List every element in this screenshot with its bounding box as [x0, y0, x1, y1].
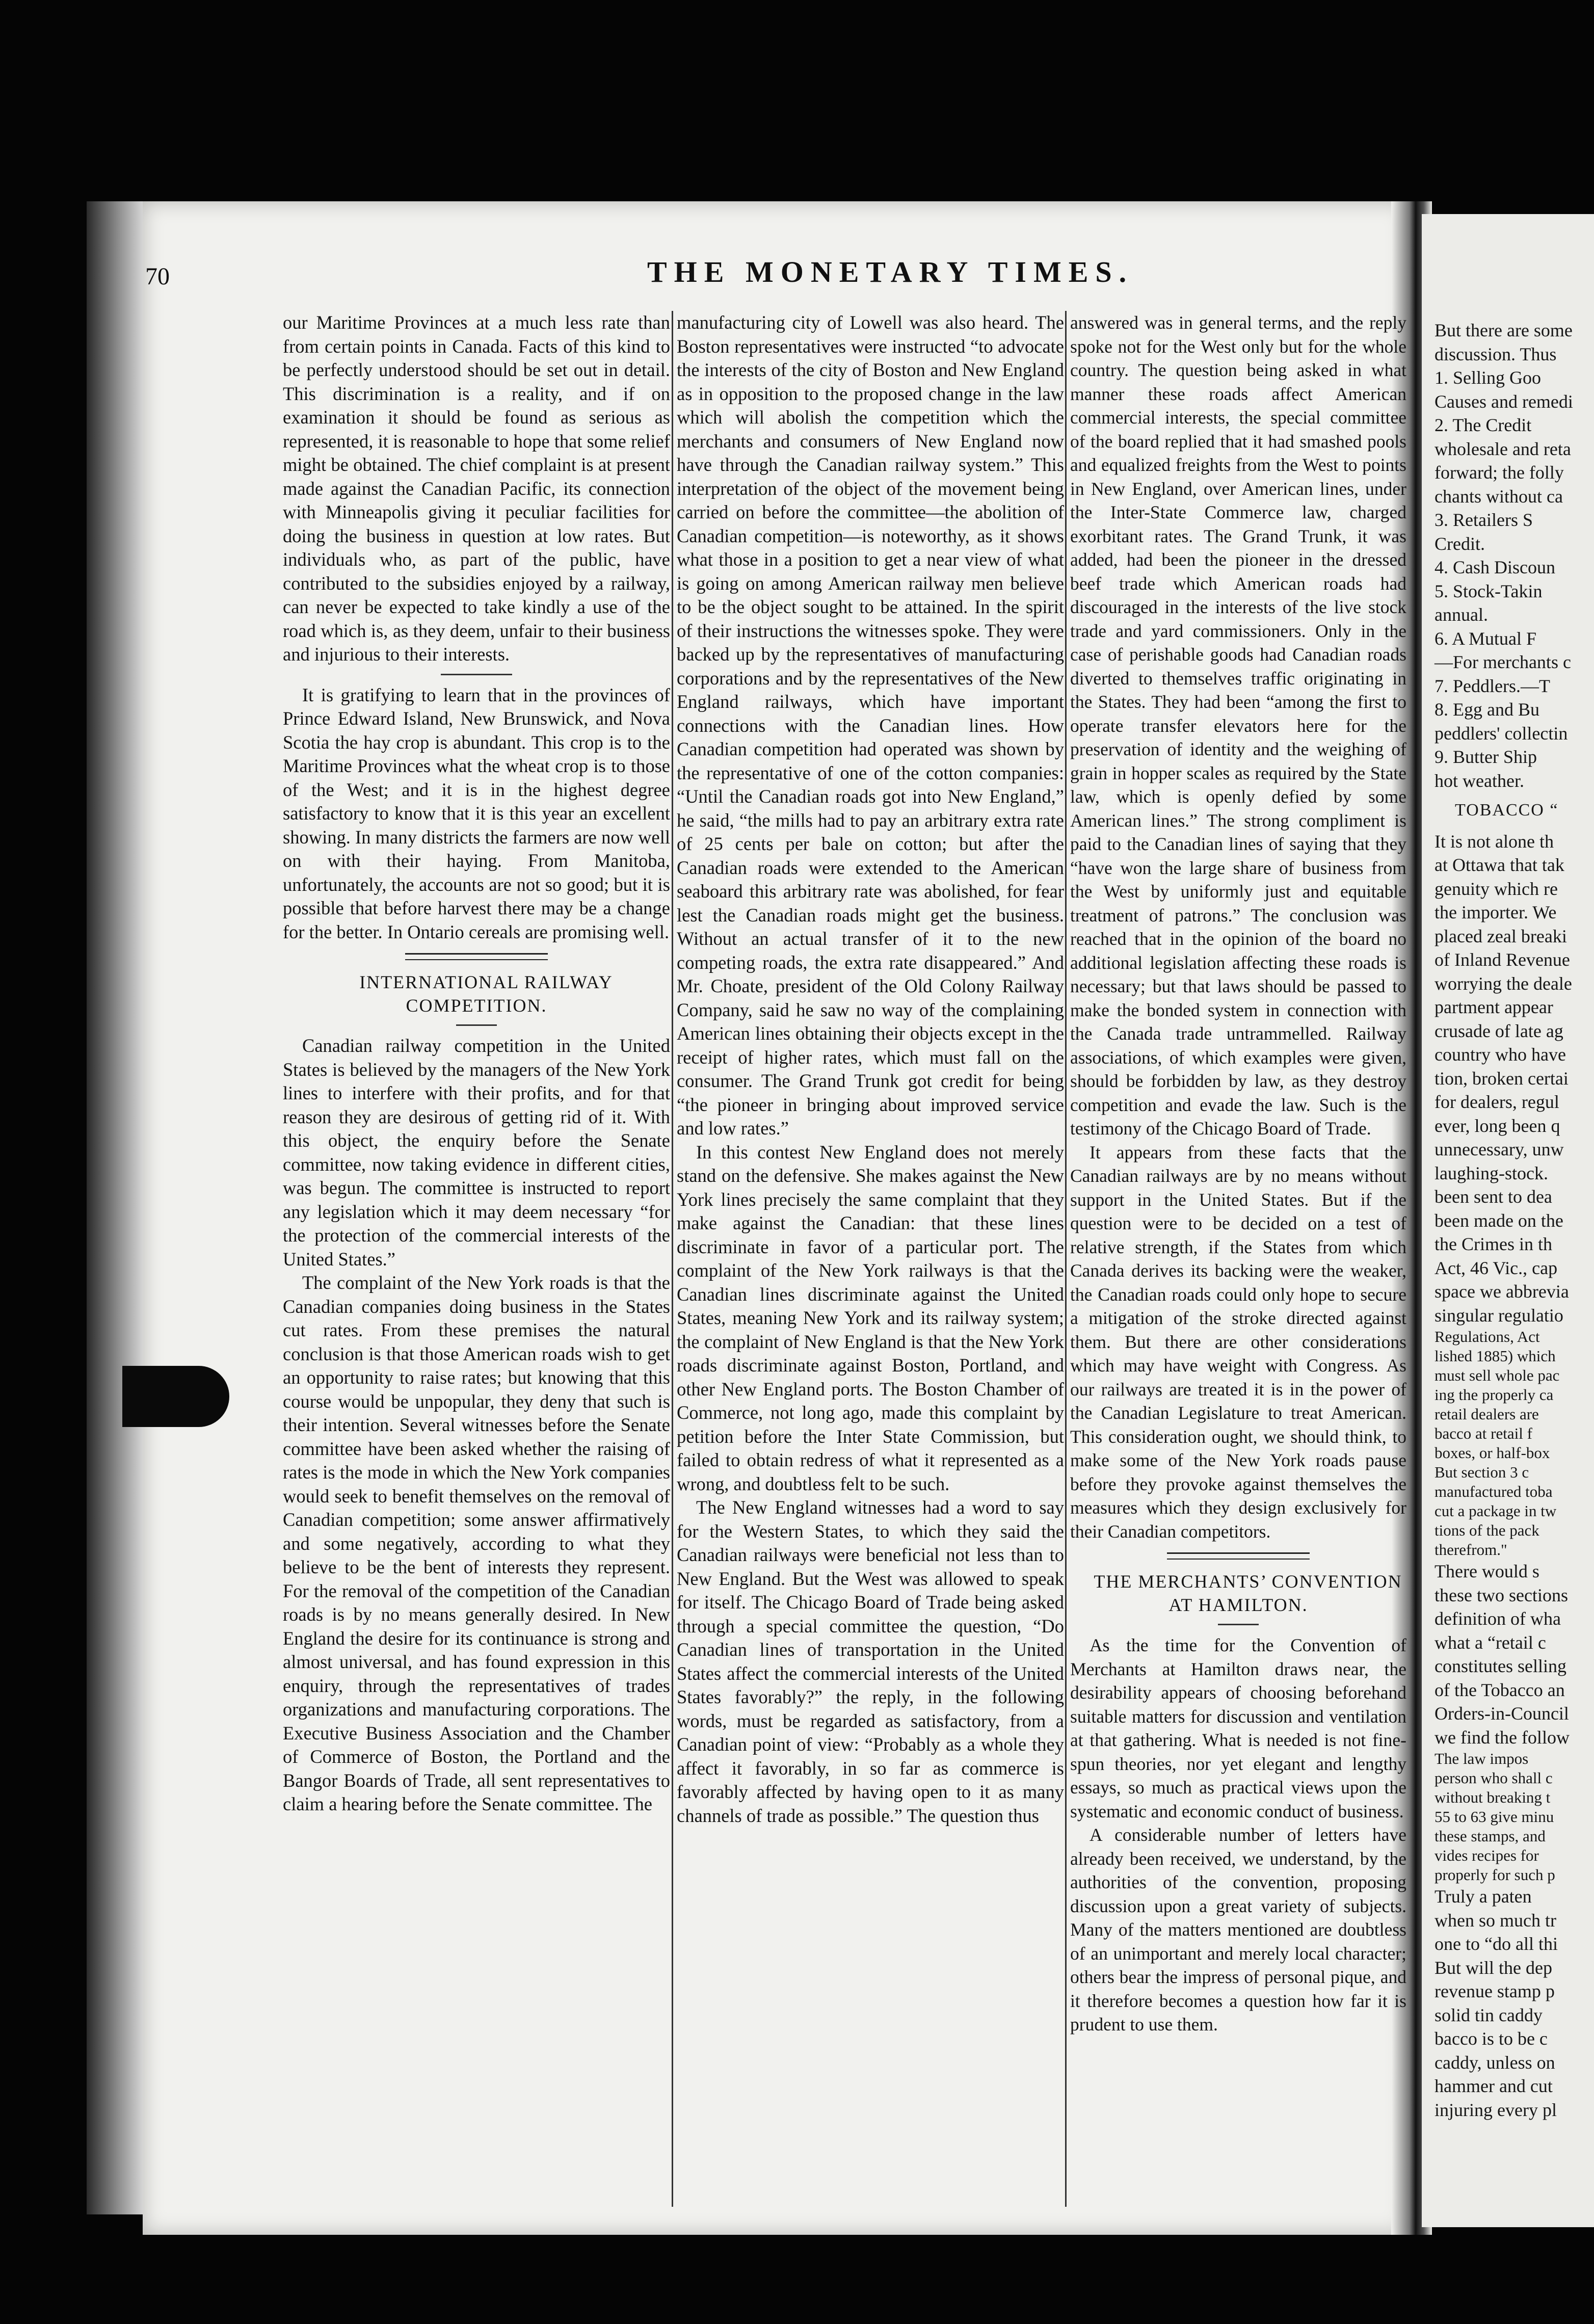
facing-page-line: 6. A Mutual F	[1434, 628, 1537, 649]
facing-page-line: crusade of late ag	[1434, 1020, 1563, 1041]
facing-page-line: at Ottawa that tak	[1434, 855, 1564, 875]
publication-title: THE MONETARY TIMES.	[647, 255, 1134, 288]
facing-page-line: singular regulatio	[1434, 1305, 1563, 1326]
page-number: 70	[145, 263, 170, 290]
facing-page-line: solid tin caddy	[1434, 2004, 1543, 2025]
column-1	[283, 311, 670, 1816]
facing-page-line: ing the properly ca	[1434, 1386, 1554, 1404]
facing-page-line: for dealers, regul	[1434, 1092, 1559, 1112]
facing-page-line: 55 to 63 give minu	[1434, 1808, 1554, 1826]
facing-page-line: person who shall c	[1434, 1769, 1553, 1787]
facing-page-line: 4. Cash Discoun	[1434, 557, 1555, 577]
facing-page-line: lished 1885) which	[1434, 1347, 1556, 1365]
column-2	[677, 311, 1064, 1828]
paragraph: A considerable number of letters have already been received, we understand, by the authorities of the convention, proposing discussion upon a great variety of subjects. Many of the matters mentioned are doubtless of an unimportant and merely local character; others bear the impress of personal pique, and it therefore becomes a question how far it is prudent to use them.	[1070, 1825, 1406, 2035]
facing-page-line: genuity which re	[1434, 878, 1558, 899]
facing-page-quote	[1434, 1749, 1594, 1885]
facing-page-line: Credit.	[1434, 533, 1485, 554]
facing-page-line: cut a package in tw	[1434, 1502, 1557, 1520]
facing-page-line: bacco is to be c	[1434, 2028, 1548, 2049]
facing-page-line: But there are some	[1434, 320, 1573, 340]
facing-page-line: Orders-in-Council	[1434, 1703, 1569, 1724]
facing-page-text	[1434, 1885, 1594, 2122]
facing-page-line: partment appear	[1434, 997, 1553, 1017]
facing-page-list	[1434, 319, 1594, 793]
facing-page-line: these stamps, and	[1434, 1827, 1546, 1845]
holding-finger	[122, 1366, 229, 1427]
facing-page-line: hot weather.	[1434, 770, 1524, 791]
facing-page-line: 2. The Credit	[1434, 415, 1532, 435]
facing-page-text	[1434, 830, 1594, 1328]
facing-page-line: properly for such p	[1434, 1866, 1555, 1884]
section-divider	[405, 953, 548, 960]
facing-page-line: been made on the	[1434, 1210, 1563, 1231]
column-rule	[672, 311, 673, 2207]
facing-page-line: when so much tr	[1434, 1910, 1556, 1931]
facing-page-line: 8. Egg and Bu	[1434, 699, 1539, 720]
paragraph: The complaint of the New York roads is that the Canadian companies doing business in the States cut rates. From these premises the natural conclusion is that those American roads wish to get an opportunity to raise rates; but knowing that this course would be unpopular, they deny that such is their intention. Several witnesses before the Senate committee have been asked whether the raising of rates is the mode in which the New York companies would seek to benefit themselves on the removal of Canadian competition; some answer affirmatively and some negatively, according to what they believe to be the bent of interests they represent. For the removal of the competition of the Canadian roads is by no means generally desired. In New England the desire for its continuance is strong and almost universal, and has found expression in this enquiry, through the representatives of trades organizations and manufacturing corporations. The Executive Business Association and the Chamber of Commerce of Boston, the Portland and the Bangor Boards of Trade, all sent representatives to claim a hearing before the Senate committee. The	[283, 1272, 670, 1814]
facing-page-line: laughing-stock.	[1434, 1163, 1548, 1183]
facing-page-line: unnecessary, unw	[1434, 1139, 1564, 1159]
facing-page-line: 1. Selling Goo	[1434, 367, 1542, 388]
facing-page-line: the importer. We	[1434, 902, 1557, 922]
facing-page-line: placed zeal breaki	[1434, 926, 1567, 946]
paragraph: answered was in general terms, and the reply spoke not for the West only but for the whole country. The question being asked in what manner these roads affect American commercial interests, the special committee of the board replied that it had smashed pools and equalized freights from the West to points in New England, over American lines, under the Inter-State Commerce law, charged exorbitant rates. The Grand Trunk, it was added, had been the pioneer in the dressed beef trade which American roads had discouraged in the interests of the live stock trade and yard commissioners. Only in the case of perishable goods had Canadian roads diverted to themselves traffic originating in the States. They had been “among the first to operate transfer elevators here for the preservation of identity and the weighing of grain in hopper scales as required by the State law, which is openly defied by some American lines.” The strong compliment is paid to the Canadian lines of saying that they “have won the large share of business from the West by uniformly just and equitable treatment of patrons.” The conclusion was reached that in the opinion of the board no additional legislation affecting these roads is necessary; but that laws should be passed to make the bonded system in connection with the Canada trade untrammelled. Railway associations, of which examples were given, should be forbidden by law, as they destroy competition and evade the law. Such is the testimony of the Chicago Board of Trade.	[1070, 312, 1406, 1139]
facing-page-line: space we abbrevia	[1434, 1281, 1569, 1302]
facing-page-line: vides recipes for	[1434, 1846, 1539, 1864]
facing-page-line: country who have	[1434, 1044, 1566, 1065]
paragraph: Canadian railway competition in the United States is believed by the managers of the New York lines to interfere with their profits, and for that reason they are desirous of getting rid of it. With this object, the enquiry before the Senate committee, now taking evidence in different cities, was begun. The committee is instructed to report any legislation which it may deem necessary “for the protection of the commercial interests of the United States.”	[283, 1035, 670, 1270]
facing-page-line: without breaking t	[1434, 1788, 1551, 1806]
facing-page-line: been sent to dea	[1434, 1186, 1552, 1207]
paragraph: As the time for the Convention of Merchants at Hamilton draws near, the desirability appears of choosing beforehand suitable matters for discussion and ventilation at that gathering. What is needed is not fine-spun theories, nor yet elegant and lengthy essays, so much as practical views upon the systematic and economic conduct of business.	[1070, 1635, 1406, 1821]
paragraph: It is gratifying to learn that in the provinces of Prince Edward Island, New Brunswick, and Nova Scotia the hay crop is abundant. This crop is to the Maritime Provinces what the wheat crop is to those of the West; and it is in the highest degree satisfactory to know that it is this year an excellent showing. In many districts the farmers are now well on with their haying. From Manitoba, unfortunately, the accounts are not so good; but it is possible that before harvest there may be a change for the better. In Ontario cereals are promising well.	[283, 684, 670, 942]
facing-page-line: what a “retail c	[1434, 1632, 1546, 1653]
facing-page-line: peddlers' collectin	[1434, 723, 1568, 744]
facing-page-line: bacco at retail f	[1434, 1424, 1532, 1442]
facing-page-line: caddy, unless on	[1434, 2052, 1555, 2073]
facing-page-column	[1434, 319, 1594, 2122]
facing-page-line: It is not alone th	[1434, 831, 1554, 852]
article-heading: THE MERCHANTS’ CONVENTION AT HAMILTON.	[1094, 1571, 1402, 1615]
facing-page-line: 3. Retailers S	[1434, 510, 1533, 530]
facing-page-line: constitutes selling	[1434, 1656, 1566, 1676]
column-rule	[1065, 311, 1067, 2207]
facing-page-line: tions of the pack	[1434, 1521, 1539, 1539]
facing-page-line: Act, 46 Vic., cap	[1434, 1257, 1558, 1278]
column-3	[1070, 311, 1406, 2037]
facing-page-line: wholesale and reta	[1434, 438, 1571, 459]
divider	[456, 1024, 497, 1026]
facing-page-line: But will the dep	[1434, 1957, 1552, 1978]
facing-page-line: discussion. Thus	[1434, 344, 1557, 364]
facing-page-line: of the Tobacco an	[1434, 1679, 1565, 1700]
facing-page-line: chants without ca	[1434, 486, 1563, 507]
article-heading: INTERNATIONAL RAILWAY COMPETITION.	[359, 972, 613, 1016]
facing-page-line: retail dealers are	[1434, 1405, 1539, 1423]
divider	[441, 674, 512, 675]
divider	[1218, 1624, 1259, 1625]
facing-page-text	[1434, 1560, 1594, 1749]
facing-page-line: worrying the deale	[1434, 973, 1572, 994]
facing-page-line: 7. Peddlers.—T	[1434, 675, 1550, 696]
facing-page-line: But section 3 c	[1434, 1463, 1529, 1481]
facing-page-line: manufactured toba	[1434, 1483, 1553, 1500]
section-divider	[1167, 1552, 1310, 1560]
facing-page-line: ever, long been q	[1434, 1115, 1560, 1136]
facing-page-line: revenue stamp p	[1434, 1981, 1555, 2001]
facing-page-line: forward; the folly	[1434, 462, 1564, 483]
facing-page-line: The law impos	[1434, 1750, 1529, 1767]
paragraph: The New England witnesses had a word to say for the Western States, to which they said the Canadian railways were beneficial not less than to New England. But the West was allowed to speak for itself. The Chicago Board of Trade being asked through a special committee the question, “Do Canadian lines of transportation in the United States affect the commercial interests of the United States favorably?” the reply, in the following words, must be regarded as satisfactory, from a Canadian point of view: “Probably as a whole they affect it favorably, in so far as commerce is favorably affected by having open to it as many channels of trade as possible.” The question thus	[677, 1497, 1064, 1826]
facing-page-line: There would s	[1434, 1561, 1539, 1581]
facing-page-line: of Inland Revenue	[1434, 949, 1570, 970]
facing-page-line: hammer and cut	[1434, 2076, 1553, 2096]
paragraph: our Maritime Provinces at a much less rate than from certain points in Canada. Facts of this kind to be perfectly understood should be set out in detail. This discrimination is a reality, and if on examination it should be found as serious as represented, it is reasonable to hope that some relief might be obtained. The chief complaint is at present made against the Canadian Pacific, its connection with Minneapolis giving it peculiar facilities for doing the business in question at low rates. But individuals who, as part of the public, have contributed to the subsidies enjoyed by a railway, can never be expected to take kindly a use of the road which is, as they deem, unfair to their business and injurious to their interests.	[283, 312, 670, 665]
facing-page-line: —For merchants c	[1434, 652, 1571, 672]
facing-page-line: definition of wha	[1434, 1608, 1561, 1629]
facing-page-heading: TOBACCO “	[1455, 801, 1559, 820]
facing-page-line: must sell whole pac	[1434, 1366, 1560, 1384]
facing-page-line: 9. Butter Ship	[1434, 747, 1537, 767]
facing-page-line: therefrom."	[1434, 1541, 1507, 1559]
paragraph: manufacturing city of Lowell was also heard. The Boston representatives were instructed “to advocate the interests of the city of Boston and New England as in opposition to the proposed change in the law which will abolish the competition which the merchants and consumers of New England now have through the Canadian railway system.” This interpretation of the object of the movement being carried on before the committee—the abolition of Canadian competition—is noteworthy, as it shows what those in a position to get a near view of what is going on among American railway men believe to be the object sought to be attained. In the spirit of their instructions the witnesses spoke. They were backed up by the representatives of manufacturing corporations and by the representatives of the New England railways, which have important connections with the Canadian lines. How Canadian competition had operated was shown by the representative of one of the cotton companies: “Until the Canadian roads got into New England,” he said, “the mills had to pay an arbitrary extra rate of 25 cents per bale on cotton; but after the Canadian roads were extended to the American seaboard this arbitrary rate was abolished, for fear lest the Canadian roads might get the business. Without an actual transfer of it to the new competing roads, the extra rate disappeared.” And Mr. Choate, president of the Old Colony Railway Company, said he saw no way of the complaining American lines obtaining their objects except in the receipt of higher rates, which must fall on the consumer. The Grand Trunk got credit for being “the pioneer in bringing about improved service and low rates.”	[677, 312, 1064, 1139]
facing-page-quote	[1434, 1327, 1594, 1560]
facing-page-line: these two sections	[1434, 1584, 1568, 1605]
facing-page-line: Truly a paten	[1434, 1886, 1532, 1907]
paragraph: In this contest New England does not merely stand on the defensive. She makes against the New York lines precisely the same complaint that they make against the Canadian: that these lines discriminate in favor of a particular port. The complaint of the New York railways is that the Canadian lines discriminate against the United States, meaning New York and its railway system; the complaint of New England is that the New York roads discriminate against Boston, Portland, and other New England ports. The Boston Chamber of Commerce, not long ago, made this complaint by petition before the Inter State Commission, but failed to obtain redress of what it represented as a wrong, and doubtless felt to be such.	[677, 1141, 1064, 1494]
facing-page-line: annual.	[1434, 604, 1488, 625]
facing-page-line: we find the follow	[1434, 1727, 1570, 1748]
facing-page-line: 5. Stock-Takin	[1434, 580, 1543, 601]
facing-page-line: injuring every pl	[1434, 2099, 1557, 2120]
facing-page-line: the Crimes in th	[1434, 1234, 1552, 1254]
paragraph: It appears from these facts that the Canadian railways are by no means without support in the United States. But if the question were to be decided on a test of relative strength, if the States from which Canada derives its backing were the weaker, the Canadian roads could only hope to secure a mitigation of the stroke directed against them. But there are other considerations which may have weight with Congress. As our railways are treated it is in the power of the Canadian Legislature to treat American. This consideration ought, we should think, to make some of the New York roads pause before they provoke against themselves the measures which they design exclusively for their Canadian competitors.	[1070, 1142, 1406, 1542]
facing-page-line: Causes and remedi	[1434, 391, 1573, 412]
facing-page-line: Regulations, Act	[1434, 1328, 1540, 1345]
facing-page-line: tion, broken certai	[1434, 1068, 1569, 1089]
facing-page-line: boxes, or half-box	[1434, 1444, 1550, 1462]
facing-page-line: one to “do all thi	[1434, 1934, 1558, 1954]
